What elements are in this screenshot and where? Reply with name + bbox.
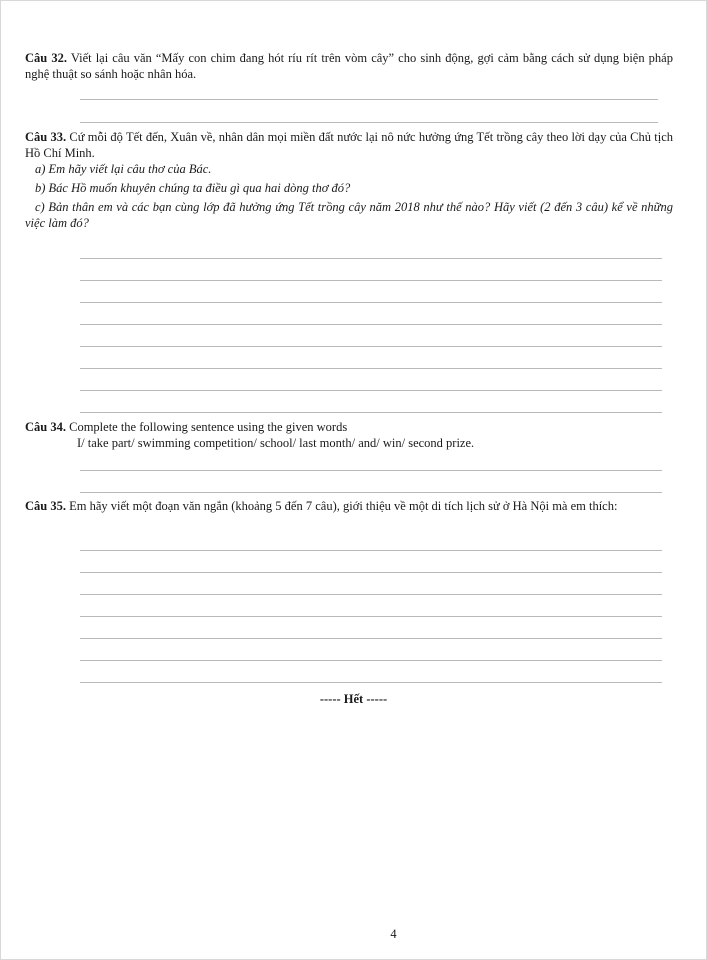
answer-line-q33-4[interactable]	[80, 324, 662, 325]
question-35	[25, 498, 673, 514]
answer-line-q35-6[interactable]	[80, 660, 662, 661]
question-33-sub-a: a) Em hãy viết lại câu thơ của Bác.	[35, 162, 212, 176]
answer-line-q34-1[interactable]	[80, 470, 662, 471]
question-33-body: Cứ mỗi độ Tết đến, Xuân về, nhân dân mọi miền đất nước lại nô nức hưởng ứng Tết trồng cây theo lời dạy của Chủ tịch Hồ Chí Minh.	[25, 130, 673, 160]
answer-line-q33-8[interactable]	[80, 412, 662, 413]
question-32-text	[25, 50, 673, 82]
answer-line-q33-5[interactable]	[80, 346, 662, 347]
question-34-text	[25, 419, 673, 435]
question-35-text	[25, 498, 673, 514]
answer-line-q33-1[interactable]	[80, 258, 662, 259]
answer-line-q33-7[interactable]	[80, 390, 662, 391]
answer-line-q33-3[interactable]	[80, 302, 662, 303]
question-32	[25, 50, 673, 82]
answer-line-q32-1[interactable]	[80, 99, 658, 100]
question-32-body: Viết lại câu văn “Mấy con chim đang hót ríu rít trên vòm cây” cho sinh động, gợi cảm bằng cách sử dụng biện pháp nghệ thuật so sánh hoặc nhân hóa.	[25, 51, 673, 81]
question-34-prompt: I/ take part/ swimming competition/ school/ last month/ and/ win/ second prize.	[77, 436, 475, 450]
answer-line-q35-1[interactable]	[80, 550, 662, 551]
answer-line-q35-3[interactable]	[80, 594, 662, 595]
end-marker: ----- Hết -----	[319, 692, 388, 706]
answer-line-q33-2[interactable]	[80, 280, 662, 281]
answer-line-q35-4[interactable]	[80, 616, 662, 617]
answer-line-q35-5[interactable]	[80, 638, 662, 639]
answer-line-q34-2[interactable]	[80, 492, 662, 493]
question-33-sub-b: b) Bác Hồ muốn khuyên chúng ta điều gì qua hai dòng thơ đó?	[35, 181, 351, 195]
question-33	[25, 129, 673, 231]
question-33-label: Câu 33.	[25, 130, 67, 144]
question-34-body: Complete the following sentence using the given words	[65, 420, 348, 434]
question-33-text	[25, 129, 673, 161]
answer-line-q35-2[interactable]	[80, 572, 662, 573]
answer-line-q33-6[interactable]	[80, 368, 662, 369]
question-34	[25, 419, 673, 451]
answer-line-q35-7[interactable]	[80, 682, 662, 683]
question-35-label: Câu 35.	[25, 499, 66, 513]
answer-line-q32-2[interactable]	[80, 122, 658, 123]
question-35-body: Em hãy viết một đoạn văn ngắn (khoảng 5 đến 7 câu), giới thiệu về một di tích lịch sử ở Hà Nội mà em thích:	[65, 499, 618, 513]
question-32-label: Câu 32.	[25, 51, 67, 65]
question-33-sub-c: c) Bản thân em và các bạn cùng lớp đã hưởng ứng Tết trồng cây năm 2018 như thế nào? Hãy viết (2 đến 3 câu) kể về những việc làm đó?	[25, 200, 673, 230]
question-34-label: Câu 34.	[25, 420, 66, 434]
page-number: 4	[390, 927, 397, 941]
